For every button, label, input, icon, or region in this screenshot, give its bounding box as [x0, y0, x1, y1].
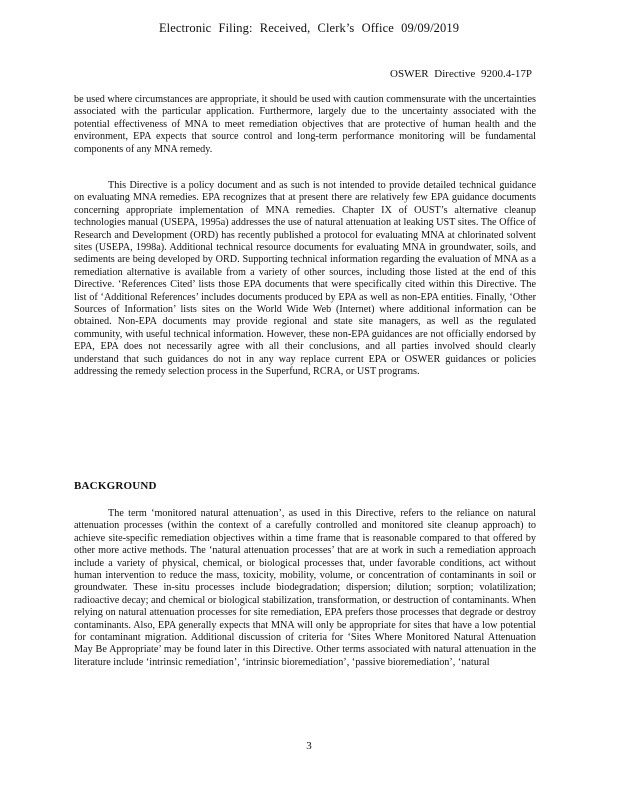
body-paragraph-continued: [74, 94, 536, 156]
body-paragraph-policy: [74, 180, 536, 379]
page-number: 3: [306, 740, 312, 752]
paragraph-text: be used where circumstances are appropriate, it should be used with caution commensurate with the uncertainties associated with the particular application. Furthermore, largely due to the uncertainty associated with the potential effectiveness of MNA to meet remediation objectives that are protective of human health and the environment, EPA expects that source control and long-term performance monitoring will be fundamental components of any MNA remedy.: [74, 94, 536, 155]
paragraph-text: The term ‘monitored natural attenuation’, as used in this Directive, refers to the reliance on natural attenuation processes (within the context of a carefully controlled and monitored site cleanup approach) to achieve site-specific remediation objectives within a time frame that is reasonable compared to that offered by other more active methods. The ‘natural attenuation processes’ that are at work in such a remediation approach include a variety of physical, chemical, or biological processes that, under favorable conditions, act without human intervention to reduce the mass, toxicity, mobility, volume, or concentration of contaminants in soil or groundwater. These in-situ processes include biodegradation; dispersion; dilution; sorption; volatilization; radioactive decay; and chemical or biological stabilization, transformation, or destruction of contaminants. When relying on natural attenuation processes for site remediation, EPA prefers those processes that degrade or destroy contaminants. Also, EPA generally expects that MNA will only be appropriate for sites that have a low potential for contaminant migration. Additional discussion of criteria for ‘Sites Where Monitored Natural Attenuation May Be Appropriate’ may be found later in this Directive. Other terms associated with natural attenuation in the literature include ‘intrinsic remediation’, ‘intrinsic bioremediation’, ‘passive bioremediation’, ‘natural: [74, 508, 536, 668]
paragraph-text: This Directive is a policy document and as such is not intended to provide detailed technical guidance on evaluating MNA remedies. EPA recognizes that at present there are relatively few EPA guidance documents concerning appropriate implementation of MNA remedies. Chapter IX of OUST’s alternative cleanup technologies manual (USEPA, 1995a) addresses the use of natural attenuation at leaking UST sites. The Office of Research and Development (ORD) has recently published a protocol for evaluating MNA at chlorinated solvent sites (USEPA, 1998a). Additional technical resource documents for evaluating MNA in groundwater, soils, and sediments are being developed by ORD. Supporting technical information regarding the evaluation of MNA as a remediation alternative is available from a variety of other sources, including those listed at the end of this Directive. ‘References Cited’ lists those EPA documents that were specifically cited within this Directive. The list of ‘Additional References’ includes documents produced by EPA as well as non-EPA entities. Finally, ‘Other Sources of Information’ lists sites on the World Wide Web (Internet) where additional information can be obtained. Non-EPA documents may provide regional and state site managers, as well as the regulated community, with useful technical information. However, these non-EPA guidances are not officially endorsed by EPA, EPA does not necessarily agree with all their conclusions, and all parties involved should clearly understand that such guidances do not in any way replace current EPA or OSWER guidances or policies addressing the remedy selection process in the Superfund, RCRA, or UST programs.: [74, 180, 536, 378]
filing-stamp-header: Electronic Filing: Received, Clerk’s Office 09/09/2019: [158, 21, 460, 35]
body-paragraph-background: [74, 508, 536, 669]
section-heading: BACKGROUND: [74, 480, 157, 492]
directive-number: OSWER Directive 9200.4-17P: [390, 68, 532, 80]
